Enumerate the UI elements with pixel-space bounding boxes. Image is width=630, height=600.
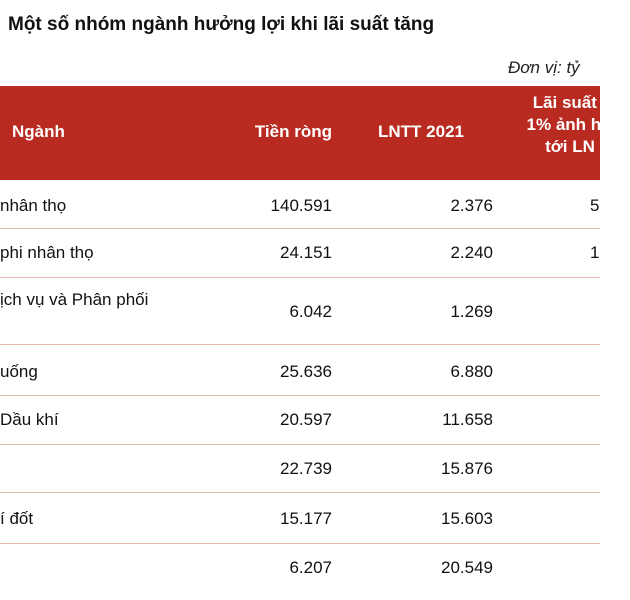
row-name: phi nhân thọ <box>0 243 94 262</box>
row-lntt: 15.876 <box>441 459 493 478</box>
header-lntt-2021: LNTT 2021 <box>378 122 464 141</box>
row-extra: 5 <box>590 196 600 215</box>
row-lntt: 6.880 <box>450 362 493 381</box>
row-lntt: 2.240 <box>450 243 493 262</box>
header-nganh: Ngành <box>12 122 65 141</box>
row-tien-rong: 24.151 <box>280 243 332 262</box>
table-row <box>0 445 600 493</box>
table-row <box>0 493 600 544</box>
unit-label: Đơn vị: tỷ <box>508 58 580 77</box>
row-lntt: 11.658 <box>442 410 493 429</box>
header-lai-suat-line-1: Lãi suất t <box>532 93 608 112</box>
row-tien-rong: 15.177 <box>280 509 332 528</box>
table-title: Một số nhóm ngành hưởng lợi khi lãi suất tăng <box>8 14 435 35</box>
table-row <box>0 180 600 229</box>
row-name: í đốt <box>0 509 34 528</box>
row-tien-rong: 25.636 <box>280 362 332 381</box>
row-tien-rong: 6.207 <box>289 558 332 577</box>
row-name: Dầu khí <box>0 410 59 429</box>
table-row <box>0 229 600 278</box>
table-row <box>0 396 600 445</box>
header-lai-suat-line-2: 1% ảnh hư <box>526 115 614 134</box>
row-name: nhân thọ <box>0 196 67 215</box>
table-header <box>0 86 614 180</box>
row-tien-rong: 6.042 <box>289 302 332 321</box>
row-name: uống <box>0 362 38 381</box>
table-row <box>0 544 600 600</box>
table-row <box>0 345 600 396</box>
header-lai-suat-line-3: tới LN <box>545 137 595 156</box>
row-name: ịch vụ và Phân phối <box>0 290 149 309</box>
table-row <box>0 278 600 345</box>
row-tien-rong: 22.739 <box>280 459 332 478</box>
row-lntt: 1.269 <box>450 302 493 321</box>
row-lntt: 15.603 <box>441 509 493 528</box>
row-lntt: 20.549 <box>441 558 493 577</box>
header-tien-rong: Tiền ròng <box>254 122 332 141</box>
row-tien-rong: 140.591 <box>270 196 332 215</box>
row-extra: 1 <box>590 243 600 262</box>
header-lai-suat <box>510 92 630 158</box>
row-tien-rong: 20.597 <box>280 410 332 429</box>
row-lntt: 2.376 <box>450 196 493 215</box>
